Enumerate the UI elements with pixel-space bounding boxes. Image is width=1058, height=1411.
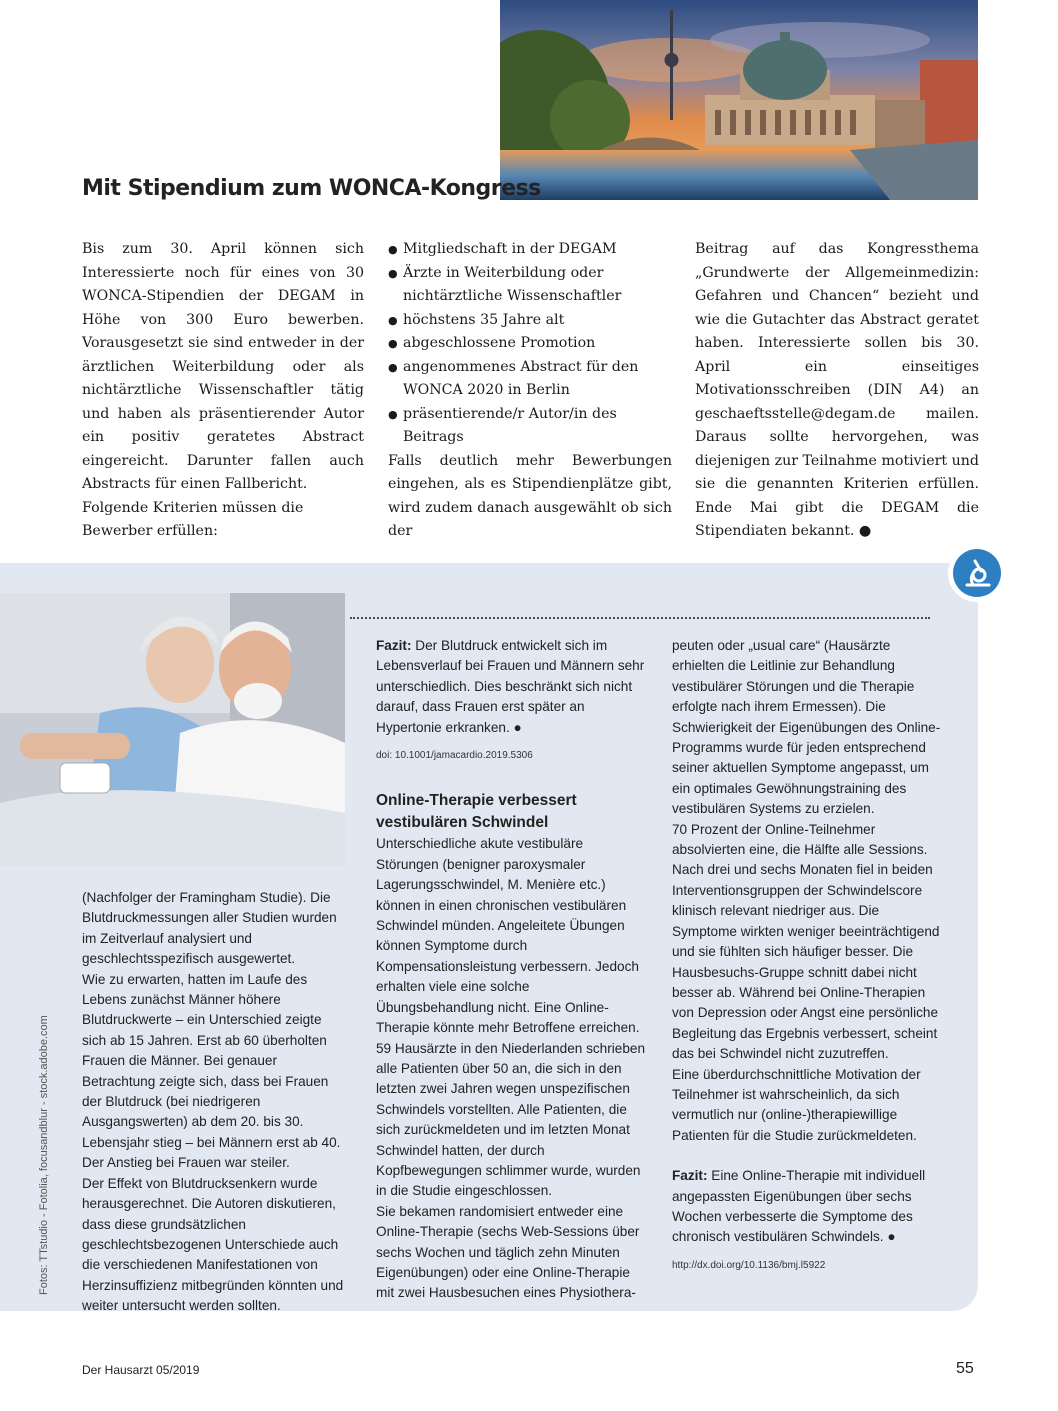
vertigo-method-paragraph: 59 Hausärzte in den Niederlanden schrieben alle Patienten über 50 an, die sich in den letzten zwei Jahren wegen unspezifischen Schwindels vorstellten. Alle Patienten, die sich zurückmeldeten und im letzten Monat Schwindel hatten, der durch Kopfbewegungen schlimmer wurde, wurden in die Studie eingeschlossen. [376, 1040, 646, 1199]
page-number: 55 [956, 1360, 974, 1377]
vertigo-randomisation-paragraph: Sie bekamen randomisiert entweder eine Online-Therapie (sechs Web-Sessions über sechs Wochen und täglich zehn Minuten Eigenübungen) oder eine Online-Therapie mit zwei Hausbesuchen eines Physiothera- [376, 1203, 640, 1301]
senior-couple-blood-pressure-photo [0, 593, 345, 866]
selection-paragraph: Falls deutlich mehr Bewerbungen eingehen, als es Stipendienplätze gibt, wird zudem danach ausgewählt ob sich der [388, 452, 672, 539]
column-divider [350, 617, 930, 619]
fazit-label: Fazit: [672, 1168, 708, 1184]
list-item: ● abgeschlossene Promotion [388, 332, 672, 356]
list-item: ● präsentierende/r Autor/in des Beitrags [388, 403, 672, 450]
fazit-label: Fazit: [376, 638, 412, 653]
vertigo-column-2 [672, 636, 942, 1276]
criteria-list [388, 238, 672, 450]
microscope-icon [953, 549, 1001, 597]
list-item: ● Mitgliedschaft in der DEGAM [388, 238, 672, 262]
publication-footer: Der Hausarzt 05/2019 [82, 1363, 200, 1377]
intro-paragraph: Bis zum 30. April können sich Interessierte noch für eines von 30 WONCA-Stipendien der DEGAM in Höhe von 300 Euro bewerben. Vorausgesetzt sie sind entweder in der ärztlichen Weiterbildung oder als nichtärztliche Wissenschaftler tätig und haben als präsentierender Autor ein positiv geratetes Abstract eingereicht. Darunter fallen auch Abstracts für einen Fallbericht. [82, 241, 364, 492]
headline-prefix: Mit [82, 176, 128, 201]
vertigo-subheadline: Online-Therapie verbessert vestibulären Schwindel [376, 792, 577, 832]
continuation-paragraph: peuten oder „usual care“ (Hausärzte erhielten die Leitlinie zur Behandlung vestibulärer Störungen und die Therapie erfolgte nach ihrem Ermessen). Die Schwierigkeit der Eigenübungen des Online-Programms wurde für jeden entsprechend seiner aktuellen Symptome angepasst, um ein optimales Gewöhnungstraining des vestibulären Systems zu erzielen. [672, 638, 941, 817]
headline-keyword: Stipendium [127, 176, 265, 201]
doi-reference[interactable]: http://dx.doi.org/10.1136/bmj.l5922 [672, 1259, 826, 1271]
article-column-1 [82, 238, 364, 544]
photo-credit: Fotos: TTstudio - Fotolia, focusandblur - stock.adobe.com [38, 1015, 50, 1295]
article-column-3 [695, 238, 979, 544]
doi-reference: doi: 10.1001/jamacardio.2019.5306 [376, 750, 533, 762]
application-paragraph: Beitrag auf das Kongressthema „Grundwerte der Allgemeinmedizin: Gefahren und Chancen“ bezieht und wie die Gutachter das Abstract geratet haben. Interessierte sollen bis 30. April ein einseitiges Motivationsschreiben (DIN A4) an geschaeftsstelle@degam.de mailen. Daraus sollte hervorgehen, was diejenigen zur Teilnahme motiviert und sie die genannten Kriterien erfüllen. Ende Mai gibt die DEGAM die Stipendiaten bekannt. ● [695, 241, 979, 539]
vertigo-intro-paragraph: Unterschiedliche akute vestibuläre Störungen (benigner paroxysmaler Lagerungsschwindel, M. Menière etc.) können in einen chronischen vestibulären Schwindel münden. Angeleitete Übungen können Symptome durch Kompensationsleistung verbessern. Jedoch erhalten viele eine solche Übungsbehandlung nicht. Eine Online-Therapie könnte mehr Betroffene erreichen. [376, 836, 640, 1036]
list-item: ● höchstens 35 Jahre alt [388, 309, 672, 333]
discussion-paragraph: Der Effekt von Blutdrucksenkern wurde herausgerechnet. Die Autoren diskutieren, dass diese grundsätzlichen geschlechtsbezogenen Unterschiede auch die verschiedenen Manifestationen von Herzinsuffizienz mitbegründen könnten und weiter untersucht werden sollten. [82, 1175, 344, 1314]
motivation-paragraph: Eine überdurchschnittliche Motivation der Teilnehmer ist wahrscheinlich, da sich vermutlich nur (online-)therapiewillige Patienten für die Studie zurückmeldeten. [672, 1066, 921, 1143]
continuation-paragraph: (Nachfolger der Framingham Studie). Die Blutdruckmessungen aller Studien wurden im Zeitverlauf analysiert und geschlechtsspezifisch ausgewertet. [82, 890, 337, 967]
section-badge [948, 544, 1006, 602]
berlin-museum-island-photo [500, 0, 978, 200]
fazit-blood-pressure [376, 636, 648, 738]
badge-circle [953, 549, 1001, 597]
list-item: ● Ärzte in Weiterbildung oder nichtärztliche Wissenschaftler [388, 262, 672, 309]
outcome-paragraph: Nach drei und sechs Monaten fiel in beiden Interventionsgruppen der Schwindelscore klinisch relevant niedriger aus. Die Symptome wirkten weniger beeinträchtigend und sie fühlten sich häufiger besser. Die Hausbesuchs-Gruppe schnitt dabei nicht besser ab. Während bei Online-Therapien von Depression oder Angst eine persönliche Begleitung das Ergebnis verbessert, scheint das bei Schwindel nicht zuzutreffen. [672, 862, 940, 1062]
vertigo-column-1 [376, 636, 648, 1304]
list-item: ● angenommenes Abstract für den WONCA 2020 in Berlin [388, 356, 672, 403]
criteria-intro: Folgende Kriterien müssen die Bewerber erfüllen: [82, 499, 304, 539]
article-column-2 [388, 238, 672, 544]
fazit-vertigo [672, 1166, 942, 1248]
fazit-text: Eine Online-Therapie mit individuell angepassten Eigenübungen über sechs Wochen verbesserte die Symptome des chronisch vestibulären Schwindels. ● [672, 1168, 926, 1245]
results-paragraph: Wie zu erwarten, hatten im Laufe des Lebens zunächst Männer höhere Blutdruckwerte – ein Unterschied zeigte sich ab 15 Jahren. Erst ab 60 überholten Frauen die Männer. Bei genauer Betrachtung zeigte sich, dass bei Frauen der Blutdruck (bei niedrigeren Ausgangswerten) ab dem 20. bis 30. Lebensjahr stieg – bei Männern erst ab 40. Der Anstieg bei Frauen war steiler. [82, 971, 341, 1171]
blood-pressure-column [82, 888, 346, 1317]
fazit-text: Der Blutdruck entwickelt sich im Lebensverlauf bei Frauen und Männern sehr unterschiedlich. Dies beschränkt sich nicht darauf, dass Frauen erst später an Hypertonie erkranken. ● [376, 638, 645, 735]
article-headline [82, 176, 541, 201]
headline-suffix: zum WONCA-Kongress [264, 176, 541, 201]
adherence-paragraph: 70 Prozent der Online-Teilnehmer absolvierten eine, die Hälfte alle Sessions. [672, 821, 928, 858]
